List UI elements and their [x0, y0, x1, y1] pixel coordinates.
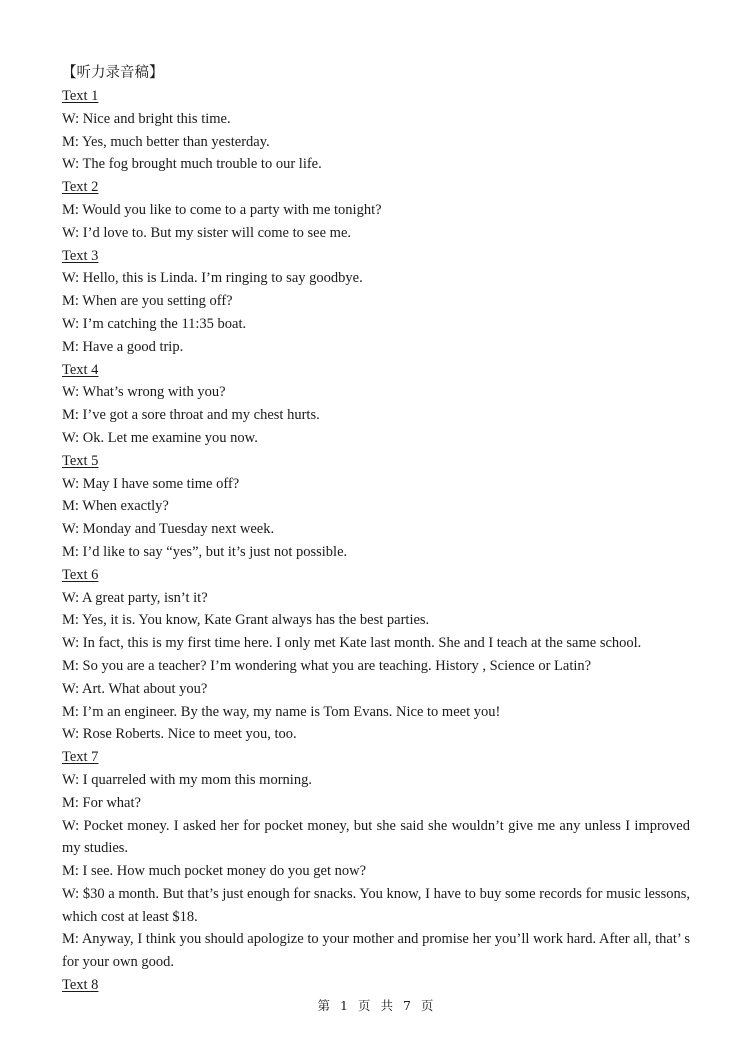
page-heading: 【听力录音稿】	[62, 65, 164, 81]
dialogue-line: W: May I have some time off?	[62, 475, 240, 492]
dialogue-line: W: Monday and Tuesday next week.	[62, 521, 275, 538]
dialogue-line: W: In fact, this is my first time here. I only met Kate last month. She and I teach at the same school.	[62, 635, 642, 652]
section-title-text-7: Text 7	[62, 749, 99, 766]
dialogue-line: M: Anyway, I think you should apologize to your mother and promise her you’ll work hard. After all, that’ s for your own good.	[62, 931, 690, 971]
dialogue-line: M: When are you setting off?	[62, 293, 233, 310]
footer-total-prefix: 共	[380, 998, 394, 1013]
section-title-text-6: Text 6	[62, 566, 99, 583]
dialogue-line: W: Hello, this is Linda. I’m ringing to say goodbye.	[62, 270, 363, 287]
section-title-text-8: Text 8	[62, 977, 99, 994]
dialogue-line: M: I’d like to say “yes”, but it’s just not possible.	[62, 543, 348, 560]
footer-total-pages: 7	[402, 998, 412, 1013]
dialogue-line: W: Ok. Let me examine you now.	[62, 429, 258, 446]
section-title-text-3: Text 3	[62, 247, 99, 264]
dialogue-line: M: I see. How much pocket money do you get now?	[62, 863, 367, 880]
section-title-text-5: Text 5	[62, 452, 99, 469]
dialogue-line: W: What’s wrong with you?	[62, 384, 226, 401]
dialogue-line: M: When exactly?	[62, 498, 169, 515]
dialogue-line: M: Yes, it is. You know, Kate Grant always has the best parties.	[62, 612, 430, 629]
dialogue-line: M: Would you like to come to a party with me tonight?	[62, 201, 382, 218]
dialogue-line: M: So you are a teacher? I’m wondering what you are teaching. History , Science or Latin?	[62, 657, 592, 674]
dialogue-line: M: Yes, much better than yesterday.	[62, 133, 270, 150]
dialogue-line: W: Nice and bright this time.	[62, 110, 231, 127]
dialogue-line: M: I’m an engineer. By the way, my name is Tom Evans. Nice to meet you!	[62, 703, 501, 720]
transcript-page	[62, 62, 690, 997]
dialogue-line: W: I’m catching the 11:35 boat.	[62, 315, 247, 332]
dialogue-line: W: The fog brought much trouble to our life.	[62, 156, 322, 173]
dialogue-line: W: Rose Roberts. Nice to meet you, too.	[62, 726, 297, 743]
section-title-text-1: Text 1	[62, 88, 99, 104]
footer-page-suffix: 页	[357, 998, 372, 1013]
dialogue-line: M: For what?	[62, 794, 141, 811]
dialogue-line: W: I quarreled with my mom this morning.	[62, 771, 312, 788]
footer-total-suffix: 页	[420, 998, 435, 1013]
page-footer	[0, 996, 752, 1014]
footer-prefix: 第	[317, 998, 332, 1013]
dialogue-line: W: Pocket money. I asked her for pocket money, but she said she wouldn’t give me any unless I improved my studies.	[62, 817, 690, 857]
section-title-text-2: Text 2	[62, 179, 99, 196]
dialogue-line: W: A great party, isn’t it?	[62, 589, 208, 606]
dialogue-line: M: Have a good trip.	[62, 338, 184, 355]
footer-page-number: 1	[340, 998, 349, 1013]
dialogue-line: W: $30 a month. But that’s just enough for snacks. You know, I have to buy some records for music lessons, which cost at least $18.	[62, 885, 690, 925]
dialogue-line: W: I’d love to. But my sister will come to see me.	[62, 224, 352, 241]
dialogue-line: M: I’ve got a sore throat and my chest hurts.	[62, 407, 320, 424]
section-title-text-4: Text 4	[62, 361, 99, 378]
dialogue-line: W: Art. What about you?	[62, 680, 208, 697]
